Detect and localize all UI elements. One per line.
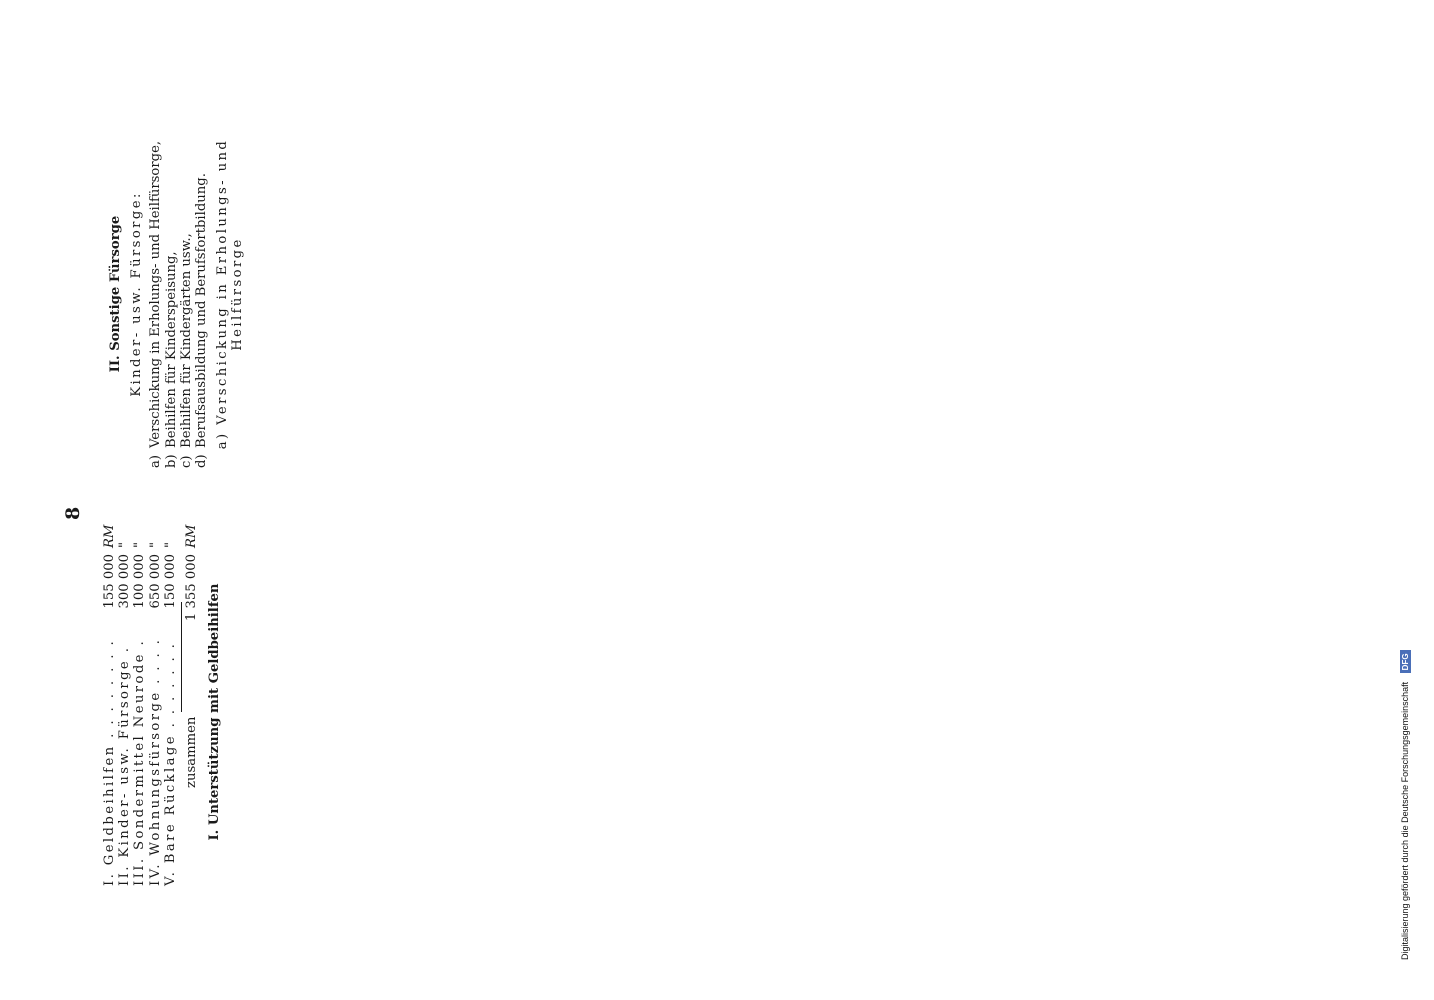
allocation-unit: " [162, 541, 178, 548]
allocation-unit: RM [102, 524, 117, 548]
list-item-label: b) [163, 454, 179, 468]
sub-heading: Kinder- usw. Fürsorge: [129, 191, 145, 397]
list-item [194, 108, 209, 480]
total-rule [181, 602, 182, 712]
allocation-label: II. Kinder- usw. Fürsorge . . . [117, 638, 132, 898]
digitization-credit [1400, 650, 1411, 960]
allocation-amount: 100 000 [132, 554, 148, 609]
allocation-row [163, 526, 178, 898]
list-item-label: a) [148, 454, 164, 468]
page-number: 8 [62, 506, 84, 520]
allocation-total-label: zusammen [184, 716, 200, 788]
allocation-label: V. Bare Rücklage . . . [163, 638, 178, 898]
allocation-row [132, 526, 147, 898]
section-heading: II. Sonstige Fürsorge [108, 215, 123, 373]
allocation-label: III. Sondermittel Neurode . . . [132, 638, 147, 898]
allocation-amount: 300 000 [117, 554, 133, 609]
left-column [100, 526, 920, 898]
allocation-label: IV. Wohnungsfürsorge . . . [148, 638, 163, 898]
right-column [100, 108, 920, 480]
list-item-label: c) [178, 455, 194, 468]
list-item [148, 108, 163, 480]
allocation-total-row [184, 526, 199, 898]
list-item-text: Berufsausbildung und Berufsfortbildung. [194, 173, 210, 448]
allocation-row [148, 526, 163, 898]
allocation-row [102, 526, 117, 898]
allocation-unit: " [147, 541, 163, 548]
list-item-text: Verschickung in Erholungs- und Heilfürsorge, [148, 140, 164, 448]
allocation-amount: 650 000 [147, 554, 163, 609]
allocation-row [117, 526, 132, 898]
section-heading: I. Unterstützung mit Geldbeihilfen [207, 583, 223, 841]
allocation-unit: " [117, 541, 133, 548]
allocation-table [102, 526, 199, 898]
list-item-text: Beihilfen für Kinderspeisung, [163, 251, 179, 448]
allocation-total-amount: 1 355 000 [184, 554, 200, 622]
dfg-logo: DFG [1400, 650, 1411, 673]
allocation-total-unit: RM [184, 524, 200, 548]
list-item [164, 108, 179, 480]
list-item [179, 108, 194, 480]
subsection-heading: a) Verschickung in Erholungs- und Heilfürsorge [215, 138, 246, 450]
credit-text: Digitalisierung gefördert durch die Deutsche Forschungsgemeinschaft [1400, 681, 1410, 960]
list-item-label: d) [194, 454, 210, 468]
allocation-label: I. Geldbeihilfen . . . [102, 638, 117, 898]
allocation-amount: 150 000 [162, 554, 178, 609]
list-item-text: Beihilfen für Kindergärten usw., [178, 233, 194, 448]
allocation-unit: " [132, 541, 148, 548]
allocation-amount: 155 000 [102, 554, 117, 609]
